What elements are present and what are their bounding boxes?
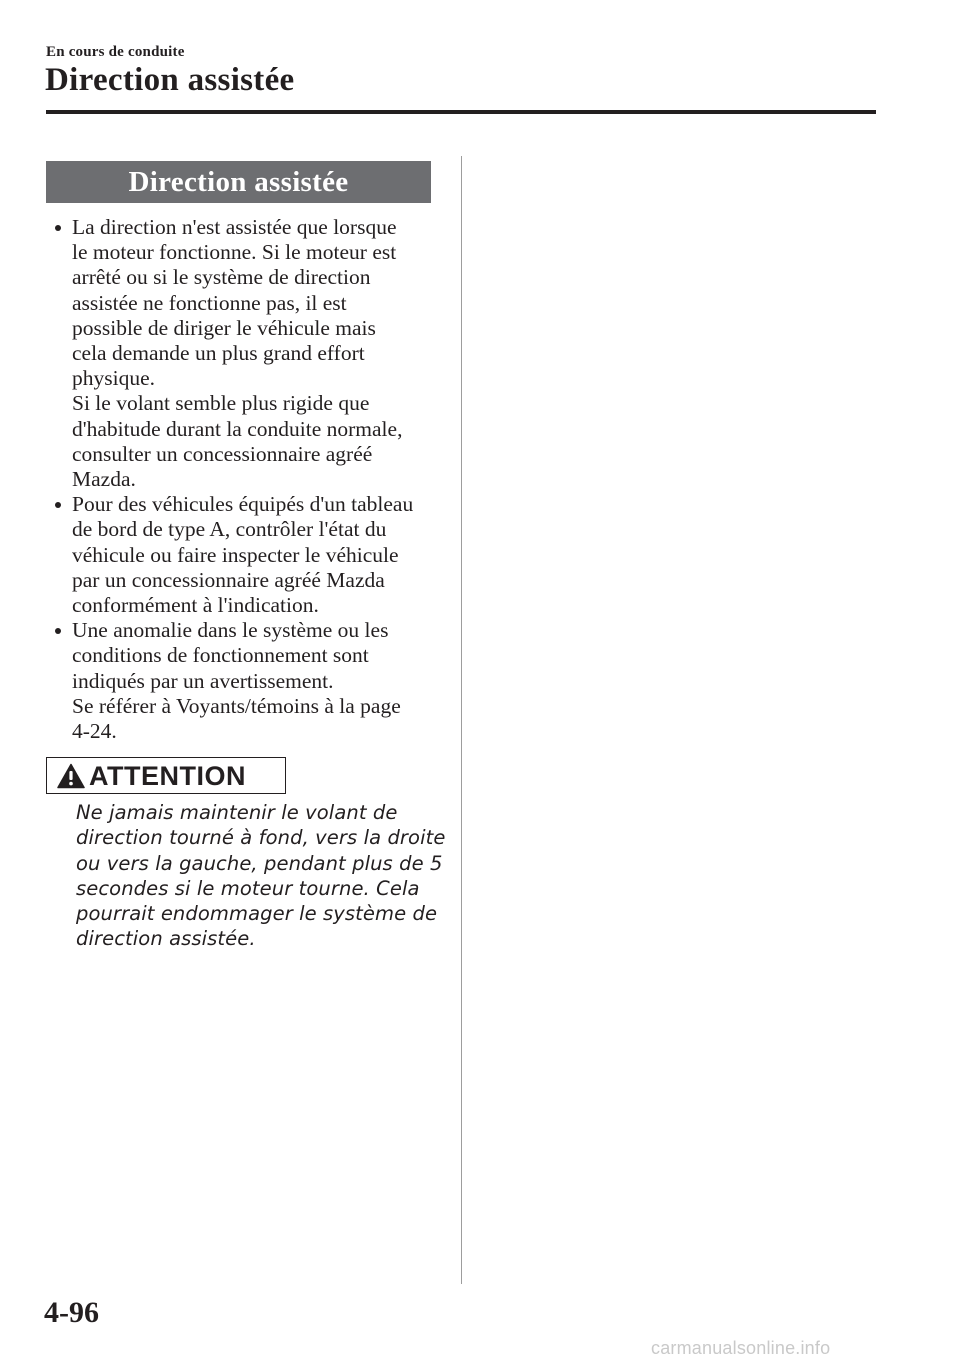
- bullet-line: assistée ne fonctionne pas, il est: [72, 290, 347, 315]
- bullet-line: possible de diriger le véhicule mais: [72, 315, 376, 340]
- page-title: Direction assistée: [45, 62, 295, 98]
- bullet-line: physique.: [72, 366, 156, 391]
- attention-line: Ne jamais maintenir le volant de: [76, 801, 398, 824]
- bullet-line: véhicule ou faire inspecter le véhicule: [72, 542, 399, 567]
- attention-line: ou vers la gauche, pendant plus de 5: [76, 851, 443, 875]
- bullet-line: Mazda.: [72, 467, 136, 492]
- bullet-line: le moteur fonctionne. Si le moteur est: [72, 240, 397, 265]
- watermark: carmanualsonline.info: [651, 1338, 831, 1358]
- bullet-line: Une anomalie dans le système ou les: [72, 618, 389, 643]
- bullet-dot-icon: [55, 628, 61, 634]
- bullet-line: consulter un concessionnaire agréé: [72, 441, 373, 466]
- bullet-line: par un concessionnaire agréé Mazda: [72, 567, 385, 592]
- bullet-item-3: [46, 618, 438, 744]
- attention-line: direction assistée.: [76, 927, 256, 951]
- bullet-line: de bord de type A, contrôler l'état du: [72, 517, 387, 542]
- attention-label: ATTENTION: [89, 761, 246, 791]
- bullet-line: indiqués par un avertissement.: [72, 668, 334, 693]
- attention-label-box: [46, 757, 286, 794]
- bullet-line: Pour des véhicules équipés d'un tableau: [72, 492, 414, 517]
- bullet-line: 4-24.: [72, 719, 117, 744]
- bullet-line: arrêté ou si le système de direction: [72, 265, 371, 290]
- attention-line: secondes si le moteur tourne. Cela: [76, 876, 420, 900]
- bullet-line: La direction n'est assistée que lorsque: [72, 215, 397, 239]
- bullet-item-2: [46, 492, 438, 618]
- attention-line: pourrait endommager le système de: [76, 902, 438, 926]
- bullet-line: conditions de fonctionnement sont: [72, 643, 369, 668]
- bullet-line: d'habitude durant la conduite normale,: [72, 416, 403, 441]
- bullet-line: cela demande un plus grand effort: [72, 341, 365, 366]
- column-divider: [461, 156, 462, 1284]
- bullet-item-1: [46, 215, 438, 492]
- bullet-line: Si le volant semble plus rigide que: [72, 391, 370, 416]
- attention-text: [76, 800, 446, 952]
- section-heading: Direction assistée: [46, 161, 431, 203]
- warning-triangle-icon: [57, 763, 85, 789]
- bullet-line: Se référer à Voyants/témoins à la page: [72, 693, 401, 718]
- bullet-list: [46, 215, 438, 744]
- bullet-line: conformément à l'indication.: [72, 593, 319, 618]
- attention-line: direction tourné à fond, vers la droite: [76, 826, 446, 850]
- title-rule: [46, 110, 876, 114]
- page-number: 4-96: [44, 1296, 99, 1329]
- bullet-dot-icon: [55, 502, 61, 508]
- bullet-dot-icon: [55, 225, 61, 231]
- running-head: En cours de conduite: [46, 44, 185, 60]
